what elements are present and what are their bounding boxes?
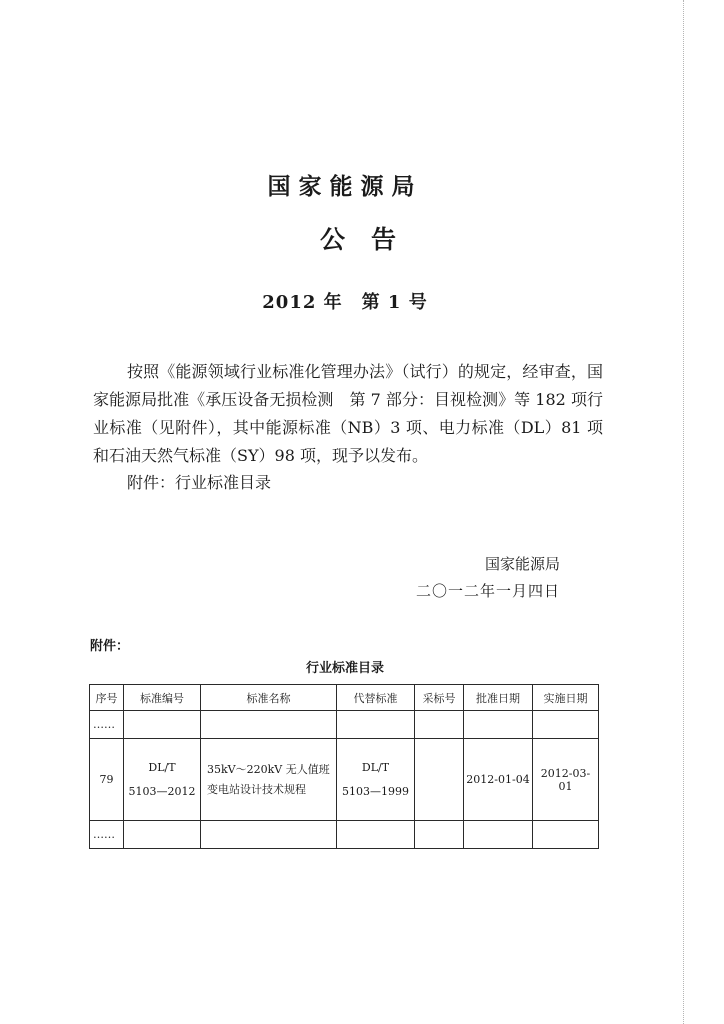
row-adopted [415, 739, 464, 821]
row-effective: 2012-03-01 [533, 739, 599, 821]
row-approved: 2012-01-04 [464, 739, 533, 821]
row-replaces [337, 739, 415, 821]
page-edge-dotted-line [683, 0, 684, 1024]
column-header-seq: 序号 [90, 685, 124, 711]
document-type-title: 公告 [319, 225, 422, 254]
column-header-code: 标准编号 [124, 685, 201, 711]
column-header-replaces: 代替标准 [337, 685, 415, 711]
ellipsis-cell: …… [90, 711, 124, 739]
row-replaces-line2: 5103—1999 [342, 784, 409, 798]
table-header-row [90, 685, 599, 711]
announcement-number: 2012 年 第 1 号 [262, 292, 428, 313]
attachment-label: 附件： [90, 639, 130, 654]
row-code [124, 739, 201, 821]
signature-organization: 国家能源局 [484, 555, 560, 573]
row-replaces-line1: DL/T [361, 760, 390, 774]
column-header-adopted: 采标号 [415, 685, 464, 711]
row-code-line1: DL/T [148, 760, 176, 774]
column-header-effective: 实施日期 [533, 685, 599, 711]
agency-title: 国家能源局 [267, 174, 423, 200]
signature-date: 二〇一二年一月四日 [415, 582, 560, 600]
table-row-ellipsis-top [90, 711, 599, 739]
ellipsis-cell: …… [90, 821, 124, 849]
standards-table [89, 684, 599, 849]
table-row [90, 739, 599, 821]
announcement-body: 按照《能源领域行业标准化管理办法》（试行）的规定，经审查，国家能源局批准《承压设备无损检测 第 7 部分：目视检测》等 182 项行业标准（见附件），其中能源标准（NB）3 项、电力标准（DL）81 项和石油天然气标准（SY）98 项，现予以发布。 [93, 362, 603, 465]
attachment-reference: 附件：行业标准目录 [127, 473, 272, 492]
row-name: 35kV～220kV 无人值班变电站设计技术规程 [201, 739, 337, 821]
column-header-name: 标准名称 [201, 685, 337, 711]
column-header-approved: 批准日期 [464, 685, 533, 711]
row-code-line2: 5103—2012 [128, 784, 196, 798]
row-seq: 79 [90, 739, 124, 821]
table-row-ellipsis-bottom [90, 821, 599, 849]
attachment-table-title: 行业标准目录 [305, 661, 384, 676]
